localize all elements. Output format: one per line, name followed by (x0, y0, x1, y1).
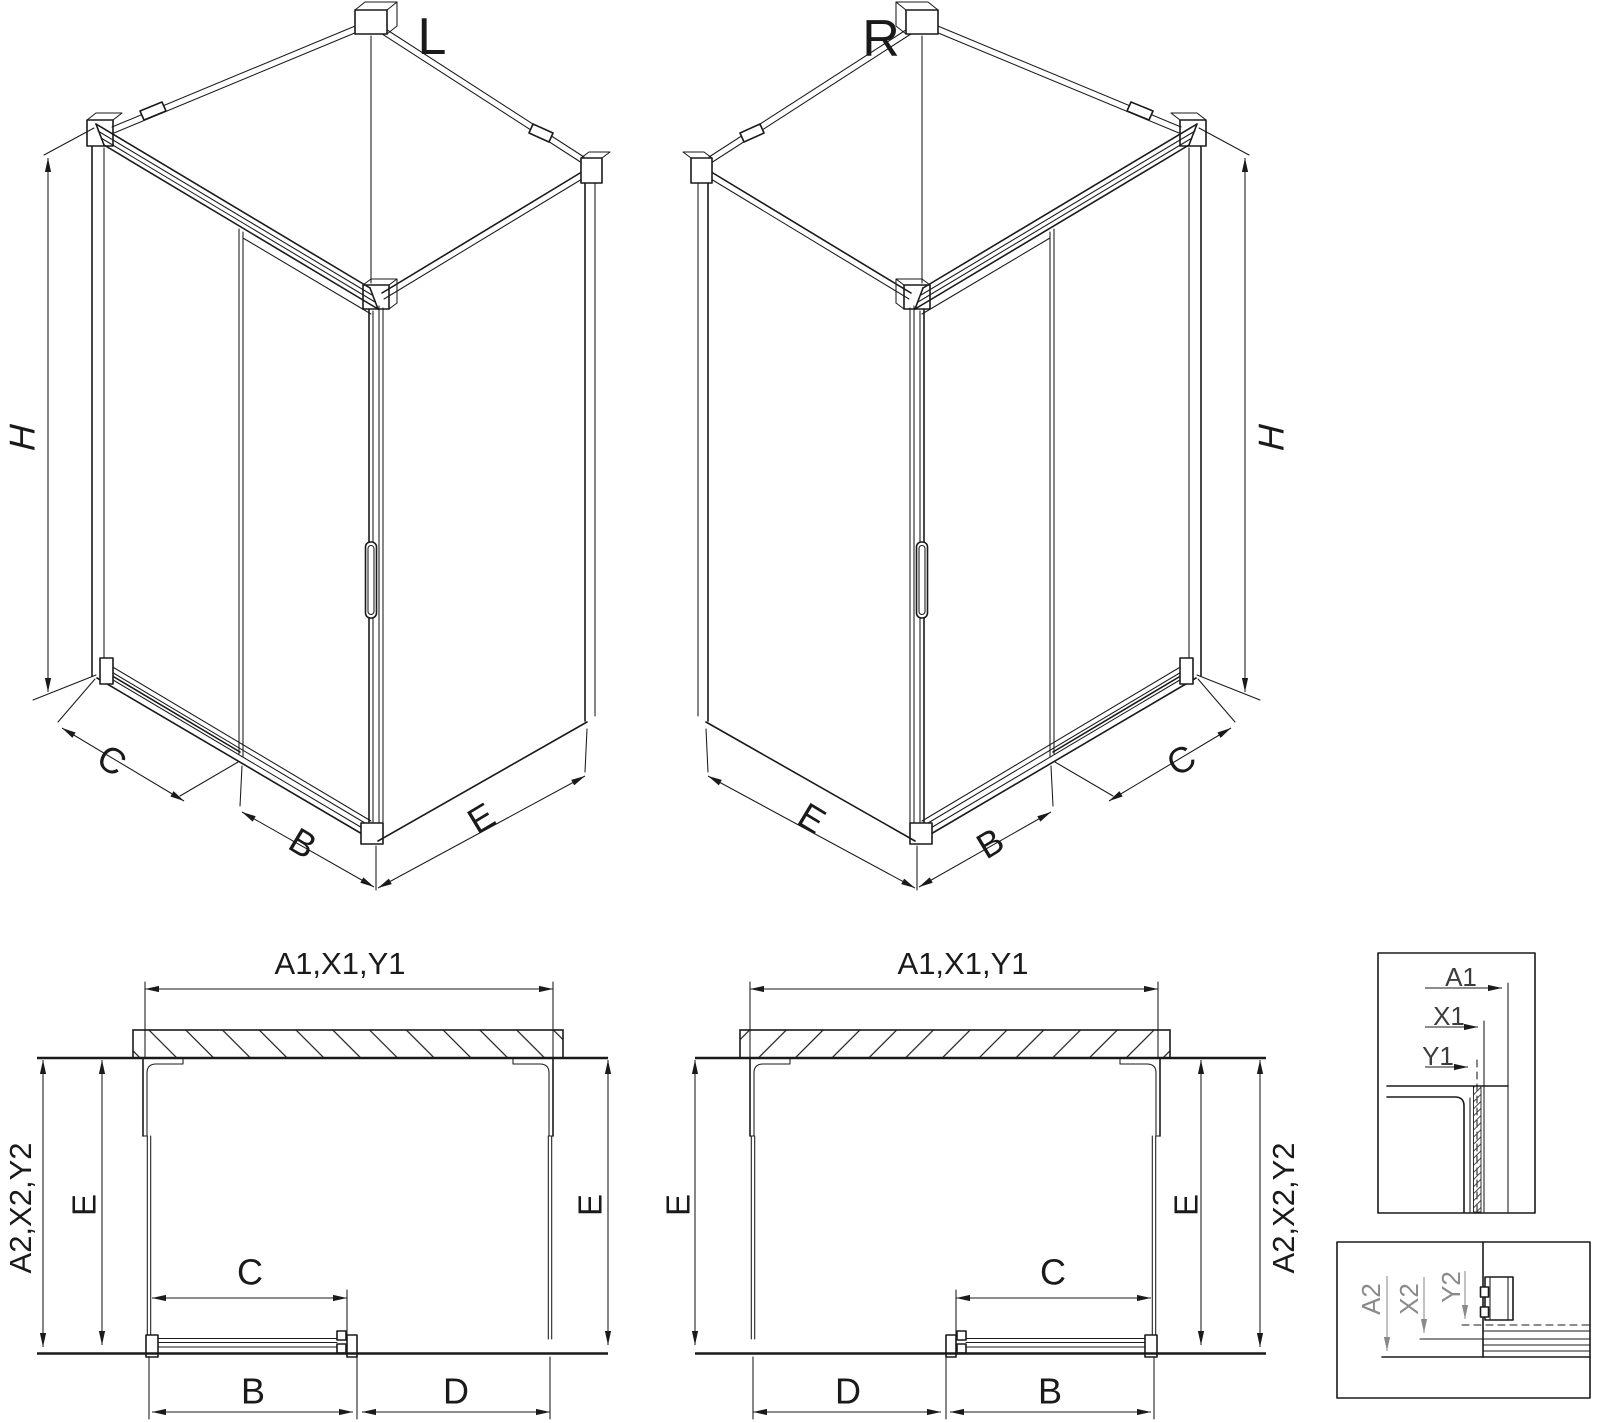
detail-bottom-rail (1337, 1242, 1590, 1398)
plan-right-depth-e-left: E (659, 1193, 697, 1217)
dim-label-height-right: H (1251, 419, 1292, 456)
detail-wall-y1-label: Y1 (1422, 1041, 1454, 1072)
detail-wall-x1-label: X1 (1433, 1001, 1465, 1032)
plan-right-door-label: B (1037, 1370, 1063, 1412)
detail-rail-y2-label: Y2 (1436, 1271, 1467, 1303)
dim-label-fixed-right: C (1159, 735, 1203, 785)
plan-left-depth-e-right: E (571, 1193, 609, 1217)
plan-right-depth-outer-label: A2,X2,Y2 (1265, 1142, 1301, 1274)
plan-right-fixed-label: D (835, 1370, 861, 1412)
dim-label-side-left: E (460, 794, 502, 842)
plan-left-opening-label: C (237, 1251, 263, 1293)
plan-right-depth-e-right: E (1167, 1193, 1205, 1217)
dim-label-door-right: B (969, 819, 1011, 867)
dim-label-fixed-left: C (90, 735, 134, 785)
detail-rail-x2-label: X2 (1394, 1283, 1425, 1315)
glass-section-hatch (1474, 1086, 1482, 1212)
plan-right-opening-label: C (1040, 1251, 1066, 1293)
detail-wall-profile (1378, 953, 1535, 1213)
view-title-right: R (862, 10, 900, 69)
iso-view-right (683, 2, 1291, 890)
plan-view-right (660, 946, 1301, 1419)
detail-rail-a2-label: A2 (1356, 1283, 1387, 1315)
plan-view-left (3, 946, 609, 1419)
dim-label-side-right: E (791, 794, 833, 842)
detail-rail-box (1337, 1242, 1590, 1398)
plan-left-depth-outer-label: A2,X2,Y2 (2, 1142, 38, 1274)
dim-label-height-left: H (2, 419, 43, 456)
plan-left-depth-e-left: E (65, 1193, 103, 1217)
iso-view-left (2, 2, 610, 890)
detail-wall-a1-label: A1 (1445, 962, 1477, 993)
dim-label-door-left: B (282, 819, 324, 867)
plan-right-width-label: A1,X1,Y1 (897, 945, 1029, 981)
plan-left-fixed-label: D (443, 1370, 469, 1412)
view-title-left: L (417, 8, 447, 67)
plan-left-door-label: B (240, 1370, 266, 1412)
plan-left-width-label: A1,X1,Y1 (274, 945, 406, 981)
